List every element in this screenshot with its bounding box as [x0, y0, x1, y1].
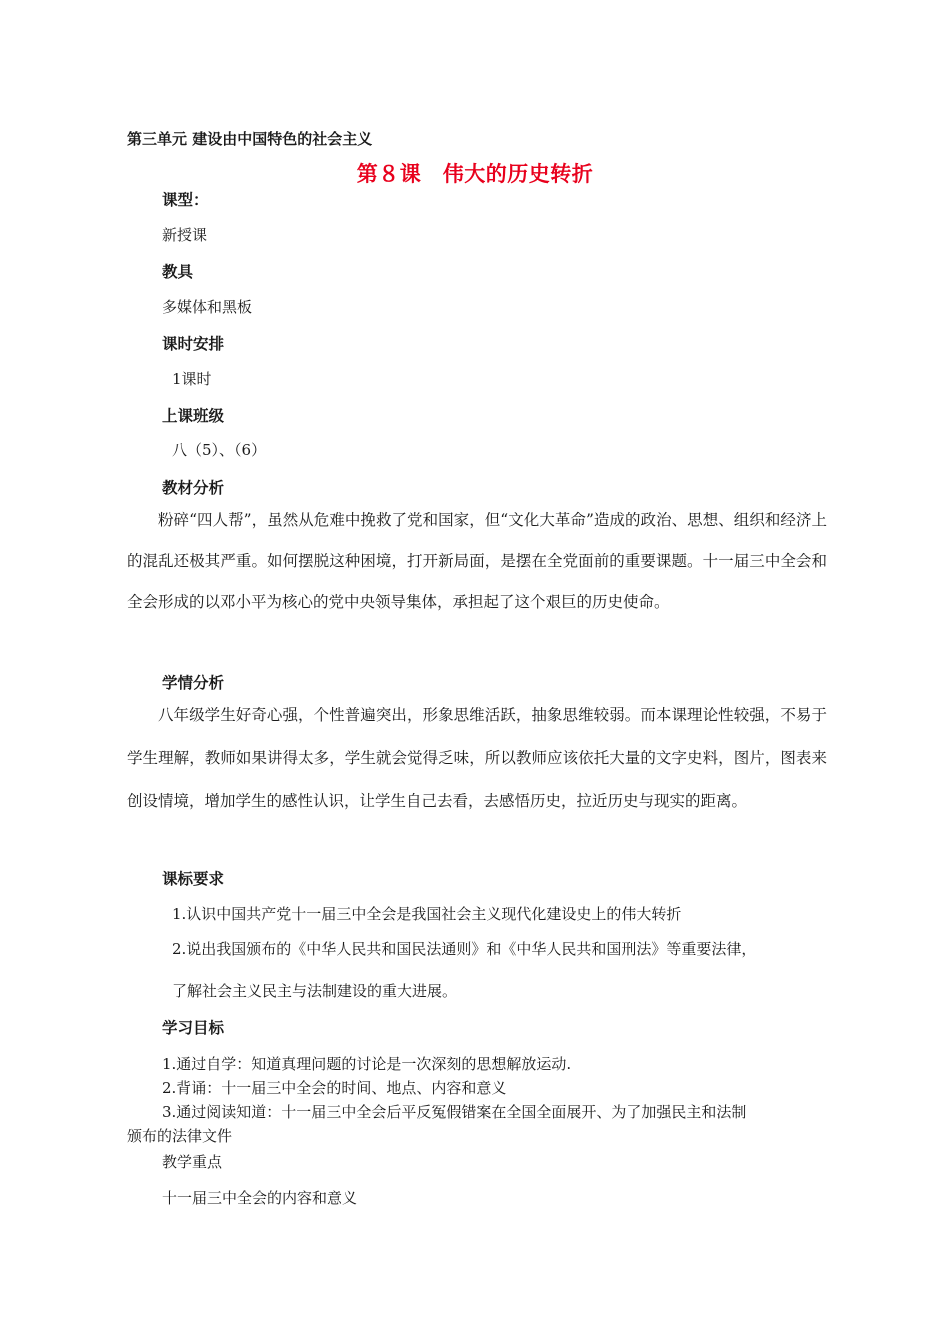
- teaching-aids-content: 多媒体和黑板: [162, 298, 253, 316]
- classes-heading: 上课班级: [162, 407, 225, 425]
- teaching-aids-heading: 教具: [162, 263, 194, 281]
- lesson-title: 第８课 伟大的历史转折: [356, 162, 594, 186]
- curriculum-requirement-2-line-2: 了解社会主义民主与法制建设的重大进展。: [172, 982, 458, 1000]
- material-analysis-paragraph: 粉碎“四人帮”，虽然从危难中挽救了党和国家，但“文化大革命”造成的政治、思想、组织和经济上的混乱还极其严重。如何摆脱这种困境，打开新局面，是摆在全党面前的重要课题。十一届三中全会和全会形成的以邓小平为核心的党中央领导集体，承担起了这个艰巨的历史使命。: [127, 511, 827, 611]
- classes-content: 八（5）、（6）: [172, 441, 267, 459]
- curriculum-requirement-1: 1.认识中国共产党十一届三中全会是我国社会主义现代化建设史上的伟大转折: [172, 905, 682, 923]
- student-analysis-heading: 学情分析: [162, 674, 225, 692]
- key-points-content: 十一届三中全会的内容和意义: [162, 1189, 358, 1207]
- course-type-heading: 课型：: [162, 191, 209, 209]
- student-analysis-paragraph: 八年级学生好奇心强，个性普遍突出，形象思维活跃，抽象思维较弱。而本课理论性较强，不易于学生理解，教师如果讲得太多，学生就会觉得乏味，所以教师应该依托大量的文字史料，图片，图表来创设情境，增加学生的感性认识，让学生自己去看，去感悟历史，拉近历史与现实的距离。: [127, 706, 827, 810]
- curriculum-requirement-2-line-1: 2.说出我国颁布的《中华人民共和国民法通则》和《中华人民共和国刑法》等重要法律，: [172, 940, 757, 958]
- learning-goals-heading: 学习目标: [162, 1019, 225, 1037]
- schedule-heading: 课时安排: [162, 335, 225, 353]
- learning-goal-3-line-2: 颁布的法律文件: [127, 1127, 233, 1145]
- material-analysis-heading: 教材分析: [162, 479, 225, 497]
- course-type-content: 新授课: [162, 226, 208, 244]
- key-points-heading: 教学重点: [162, 1153, 223, 1171]
- schedule-content: 1课时: [172, 370, 212, 388]
- unit-title: 第三单元 建设由中国特色的社会主义: [127, 130, 373, 148]
- curriculum-requirements-heading: 课标要求: [162, 870, 225, 888]
- learning-goal-1: 1.通过自学：知道真理问题的讨论是一次深刻的思想解放运动.: [162, 1055, 572, 1073]
- learning-goal-2: 2.背诵：十一届三中全会的时间、地点、内容和意义: [162, 1079, 507, 1097]
- learning-goal-3-line-1: 3.通过阅读知道：十一届三中全会后平反冤假错案在全国全面展开、为了加强民主和法制: [162, 1103, 747, 1121]
